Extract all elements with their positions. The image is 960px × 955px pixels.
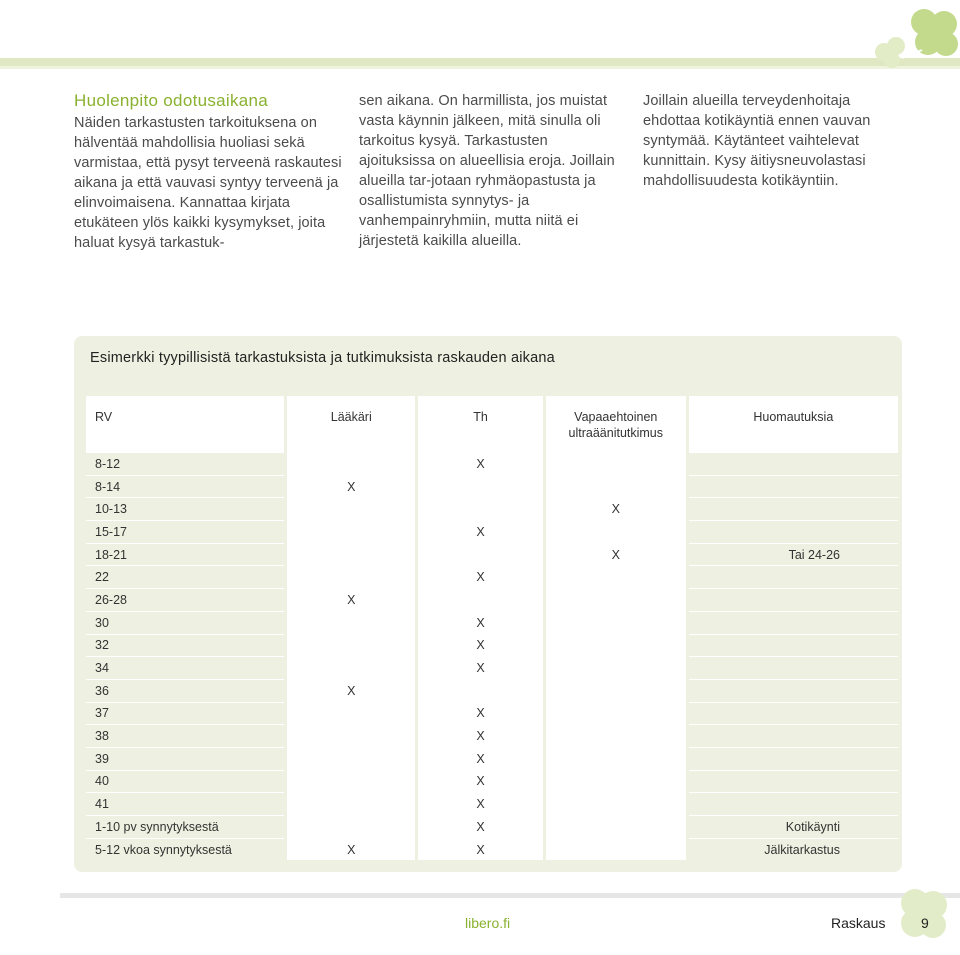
intro-column-2 xyxy=(359,91,624,251)
footer-stripe xyxy=(60,893,960,898)
cell-notes xyxy=(689,611,898,634)
cell-th: X xyxy=(418,838,543,861)
header-ultrasound: Vapaaehtoinen ultraäänitutkimus xyxy=(546,396,686,450)
cell-rv: 41 xyxy=(86,792,284,815)
table-row xyxy=(86,520,898,543)
cell-ultrasound xyxy=(546,702,686,725)
cell-doctor xyxy=(287,611,415,634)
cell-rv: 32 xyxy=(86,634,284,657)
cell-notes xyxy=(689,588,898,611)
cell-doctor xyxy=(287,747,415,770)
cell-th: X xyxy=(418,724,543,747)
cell-notes xyxy=(689,450,898,475)
cell-doctor xyxy=(287,815,415,838)
footer-website-link[interactable]: libero.fi xyxy=(465,915,511,931)
intro-paragraph-2: sen aikana. On harmillista, jos muistat vasta käynnin jälkeen, mitä sinulla oli tarkoitus kysyä. Tarkastusten ajoituksissa on alueellisia eroja. Joillain alueilla tar-jotaan ryhmäopastusta ja osallistumista synnytys- ja vanhempainryhmiin, mutta niitä ei järjestetä kaikilla alueilla. xyxy=(359,93,615,249)
cell-doctor xyxy=(287,520,415,543)
cell-doctor xyxy=(287,770,415,793)
cell-ultrasound xyxy=(546,588,686,611)
table-row xyxy=(86,770,898,793)
cell-notes xyxy=(689,520,898,543)
cell-th: X xyxy=(418,747,543,770)
cell-notes xyxy=(689,565,898,588)
cell-ultrasound: X xyxy=(546,497,686,520)
cell-ultrasound xyxy=(546,770,686,793)
table-row xyxy=(86,724,898,747)
cell-th: X xyxy=(418,520,543,543)
table-row xyxy=(86,634,898,657)
cell-notes xyxy=(689,792,898,815)
cell-rv: 8-14 xyxy=(86,475,284,498)
cell-ultrasound xyxy=(546,450,686,475)
section-heading: Huolenpito odotusaikana xyxy=(74,91,269,110)
cell-doctor: X xyxy=(287,679,415,702)
cell-doctor: X xyxy=(287,475,415,498)
cell-notes: Kotikäynti xyxy=(689,815,898,838)
cell-doctor xyxy=(287,634,415,657)
cell-rv: 8-12 xyxy=(86,450,284,475)
cell-ultrasound xyxy=(546,679,686,702)
cell-rv: 18-21 xyxy=(86,543,284,566)
table-header-row xyxy=(86,396,898,450)
cell-th xyxy=(418,497,543,520)
cell-th xyxy=(418,475,543,498)
table-row xyxy=(86,450,898,475)
cell-ultrasound: X xyxy=(546,543,686,566)
intro-column-3 xyxy=(643,91,908,191)
cell-doctor: X xyxy=(287,838,415,861)
cell-rv: 37 xyxy=(86,702,284,725)
cell-notes: Tai 24-26 xyxy=(689,543,898,566)
cell-ultrasound xyxy=(546,634,686,657)
cell-th: X xyxy=(418,450,543,475)
cell-notes xyxy=(689,747,898,770)
header-stripe xyxy=(0,58,960,66)
table-row xyxy=(86,815,898,838)
cell-ultrasound xyxy=(546,792,686,815)
header-th: Th xyxy=(418,396,543,450)
cell-rv: 30 xyxy=(86,611,284,634)
table-row xyxy=(86,838,898,861)
cell-notes xyxy=(689,702,898,725)
cell-ultrasound xyxy=(546,838,686,861)
cell-ultrasound xyxy=(546,724,686,747)
cell-ultrasound xyxy=(546,815,686,838)
cell-doctor xyxy=(287,702,415,725)
cell-rv: 10-13 xyxy=(86,497,284,520)
table-title: Esimerkki tyypillisistä tarkastuksista ja tutkimuksista raskauden aikana xyxy=(90,350,555,366)
cell-th: X xyxy=(418,611,543,634)
cell-doctor xyxy=(287,543,415,566)
cell-ultrasound xyxy=(546,520,686,543)
header-stripe-light xyxy=(0,66,960,69)
cell-notes xyxy=(689,475,898,498)
cell-rv: 1-10 pv synnytyksestä xyxy=(86,815,284,838)
cell-doctor xyxy=(287,724,415,747)
cell-doctor xyxy=(287,656,415,679)
schedule-table xyxy=(83,396,901,860)
cell-th: X xyxy=(418,815,543,838)
table-row xyxy=(86,656,898,679)
cell-rv: 38 xyxy=(86,724,284,747)
table-row xyxy=(86,747,898,770)
intro-paragraph-1: Näiden tarkastusten tarkoituksena on hälventää mahdollisia huoliasi sekä varmistaa, että pysyt terveenä raskautesi aikana ja että vauvasi syntyy terveenä ja elinvoimaisena. Kannattaa kirjata etukäteen ylös kaikki kysymykset, joita haluat kysyä tarkastuk- xyxy=(74,115,342,251)
cell-rv: 5-12 vkoa synnytyksestä xyxy=(86,838,284,861)
cell-th: X xyxy=(418,634,543,657)
cell-rv: 15-17 xyxy=(86,520,284,543)
page-number: 9 xyxy=(921,915,929,931)
cell-doctor: X xyxy=(287,588,415,611)
table-row xyxy=(86,611,898,634)
cell-rv: 40 xyxy=(86,770,284,793)
table-row xyxy=(86,475,898,498)
cell-rv: 39 xyxy=(86,747,284,770)
cell-ultrasound xyxy=(546,475,686,498)
cell-notes xyxy=(689,679,898,702)
cell-th: X xyxy=(418,565,543,588)
clover-icon xyxy=(862,2,960,68)
cell-notes xyxy=(689,634,898,657)
cell-th xyxy=(418,543,543,566)
footer-section-name: Raskaus xyxy=(831,915,886,931)
table-row xyxy=(86,702,898,725)
cell-th: X xyxy=(418,656,543,679)
cell-notes xyxy=(689,656,898,679)
cell-doctor xyxy=(287,497,415,520)
cell-rv: 36 xyxy=(86,679,284,702)
table-row xyxy=(86,792,898,815)
cell-doctor xyxy=(287,792,415,815)
cell-notes xyxy=(689,497,898,520)
intro-paragraph-3: Joillain alueilla terveydenhoitaja ehdottaa kotikäyntiä ennen vauvan syntymää. Käytänteet vaihtelevat kunnittain. Kysy äitiysneuvolastasi mahdollisuudesta kotikäyntiin. xyxy=(643,93,871,189)
header-rv: RV xyxy=(86,396,284,450)
cell-ultrasound xyxy=(546,656,686,679)
cell-ultrasound xyxy=(546,611,686,634)
cell-ultrasound xyxy=(546,565,686,588)
table-row xyxy=(86,588,898,611)
cell-notes xyxy=(689,770,898,793)
cell-rv: 22 xyxy=(86,565,284,588)
cell-notes xyxy=(689,724,898,747)
cell-doctor xyxy=(287,450,415,475)
cell-th: X xyxy=(418,702,543,725)
intro-column-1 xyxy=(74,91,344,253)
cell-doctor xyxy=(287,565,415,588)
cell-rv: 34 xyxy=(86,656,284,679)
cell-ultrasound xyxy=(546,747,686,770)
table-row xyxy=(86,543,898,566)
cell-th xyxy=(418,679,543,702)
table-row xyxy=(86,497,898,520)
cell-th: X xyxy=(418,770,543,793)
header-notes: Huomautuksia xyxy=(689,396,898,450)
cell-th xyxy=(418,588,543,611)
cell-notes: Jälkitarkastus xyxy=(689,838,898,861)
table-row xyxy=(86,565,898,588)
cell-th: X xyxy=(418,792,543,815)
cell-rv: 26-28 xyxy=(86,588,284,611)
header-doctor: Lääkäri xyxy=(287,396,415,450)
table-row xyxy=(86,679,898,702)
